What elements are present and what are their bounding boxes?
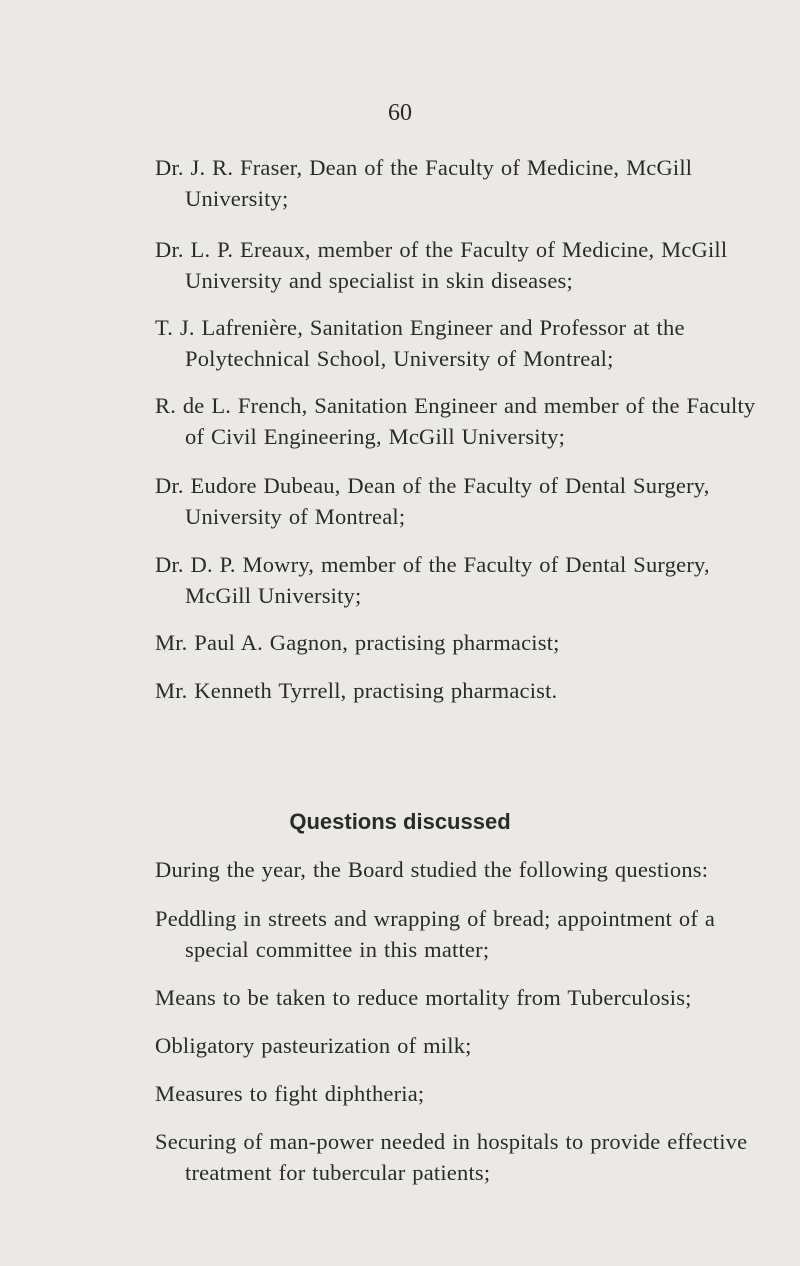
list-item: Dr. J. R. Fraser, Dean of the Faculty of Medicine, McGill University; (155, 155, 693, 211)
list-item: T. J. Lafrenière, Sanitation Engineer and Professor at the Polytechnical School, University of Montreal; (155, 315, 685, 371)
list-item: R. de L. French, Sanitation Engineer and member of the Faculty of Civil Engineering, McGill University; (155, 393, 756, 449)
list-item: Mr. Kenneth Tyrrell, practising pharmacist. (155, 678, 558, 703)
list-item: Measures to fight diphtheria; (155, 1081, 425, 1106)
list-item: Mr. Paul A. Gagnon, practising pharmacist; (155, 630, 560, 655)
list-item: Means to be taken to reduce mortality from Tuberculosis; (155, 985, 692, 1010)
list-item: Peddling in streets and wrapping of bread; appointment of a special committee in this matter; (155, 906, 716, 962)
list-item: Dr. D. P. Mowry, member of the Faculty of Dental Surgery, McGill University; (155, 552, 710, 608)
list-item: Obligatory pasteurization of milk; (155, 1033, 472, 1058)
section-intro: During the year, the Board studied the following questions: (155, 857, 709, 882)
list-item: Securing of man-power needed in hospitals to provide effective treatment for tubercular patients; (155, 1129, 748, 1185)
list-item: Dr. L. P. Ereaux, member of the Faculty of Medicine, McGill University and specialist in skin diseases; (155, 237, 728, 293)
page-number: 60 (388, 100, 412, 126)
list-item: Dr. Eudore Dubeau, Dean of the Faculty of Dental Surgery, University of Montreal; (155, 473, 710, 529)
section-heading: Questions discussed (289, 809, 511, 834)
